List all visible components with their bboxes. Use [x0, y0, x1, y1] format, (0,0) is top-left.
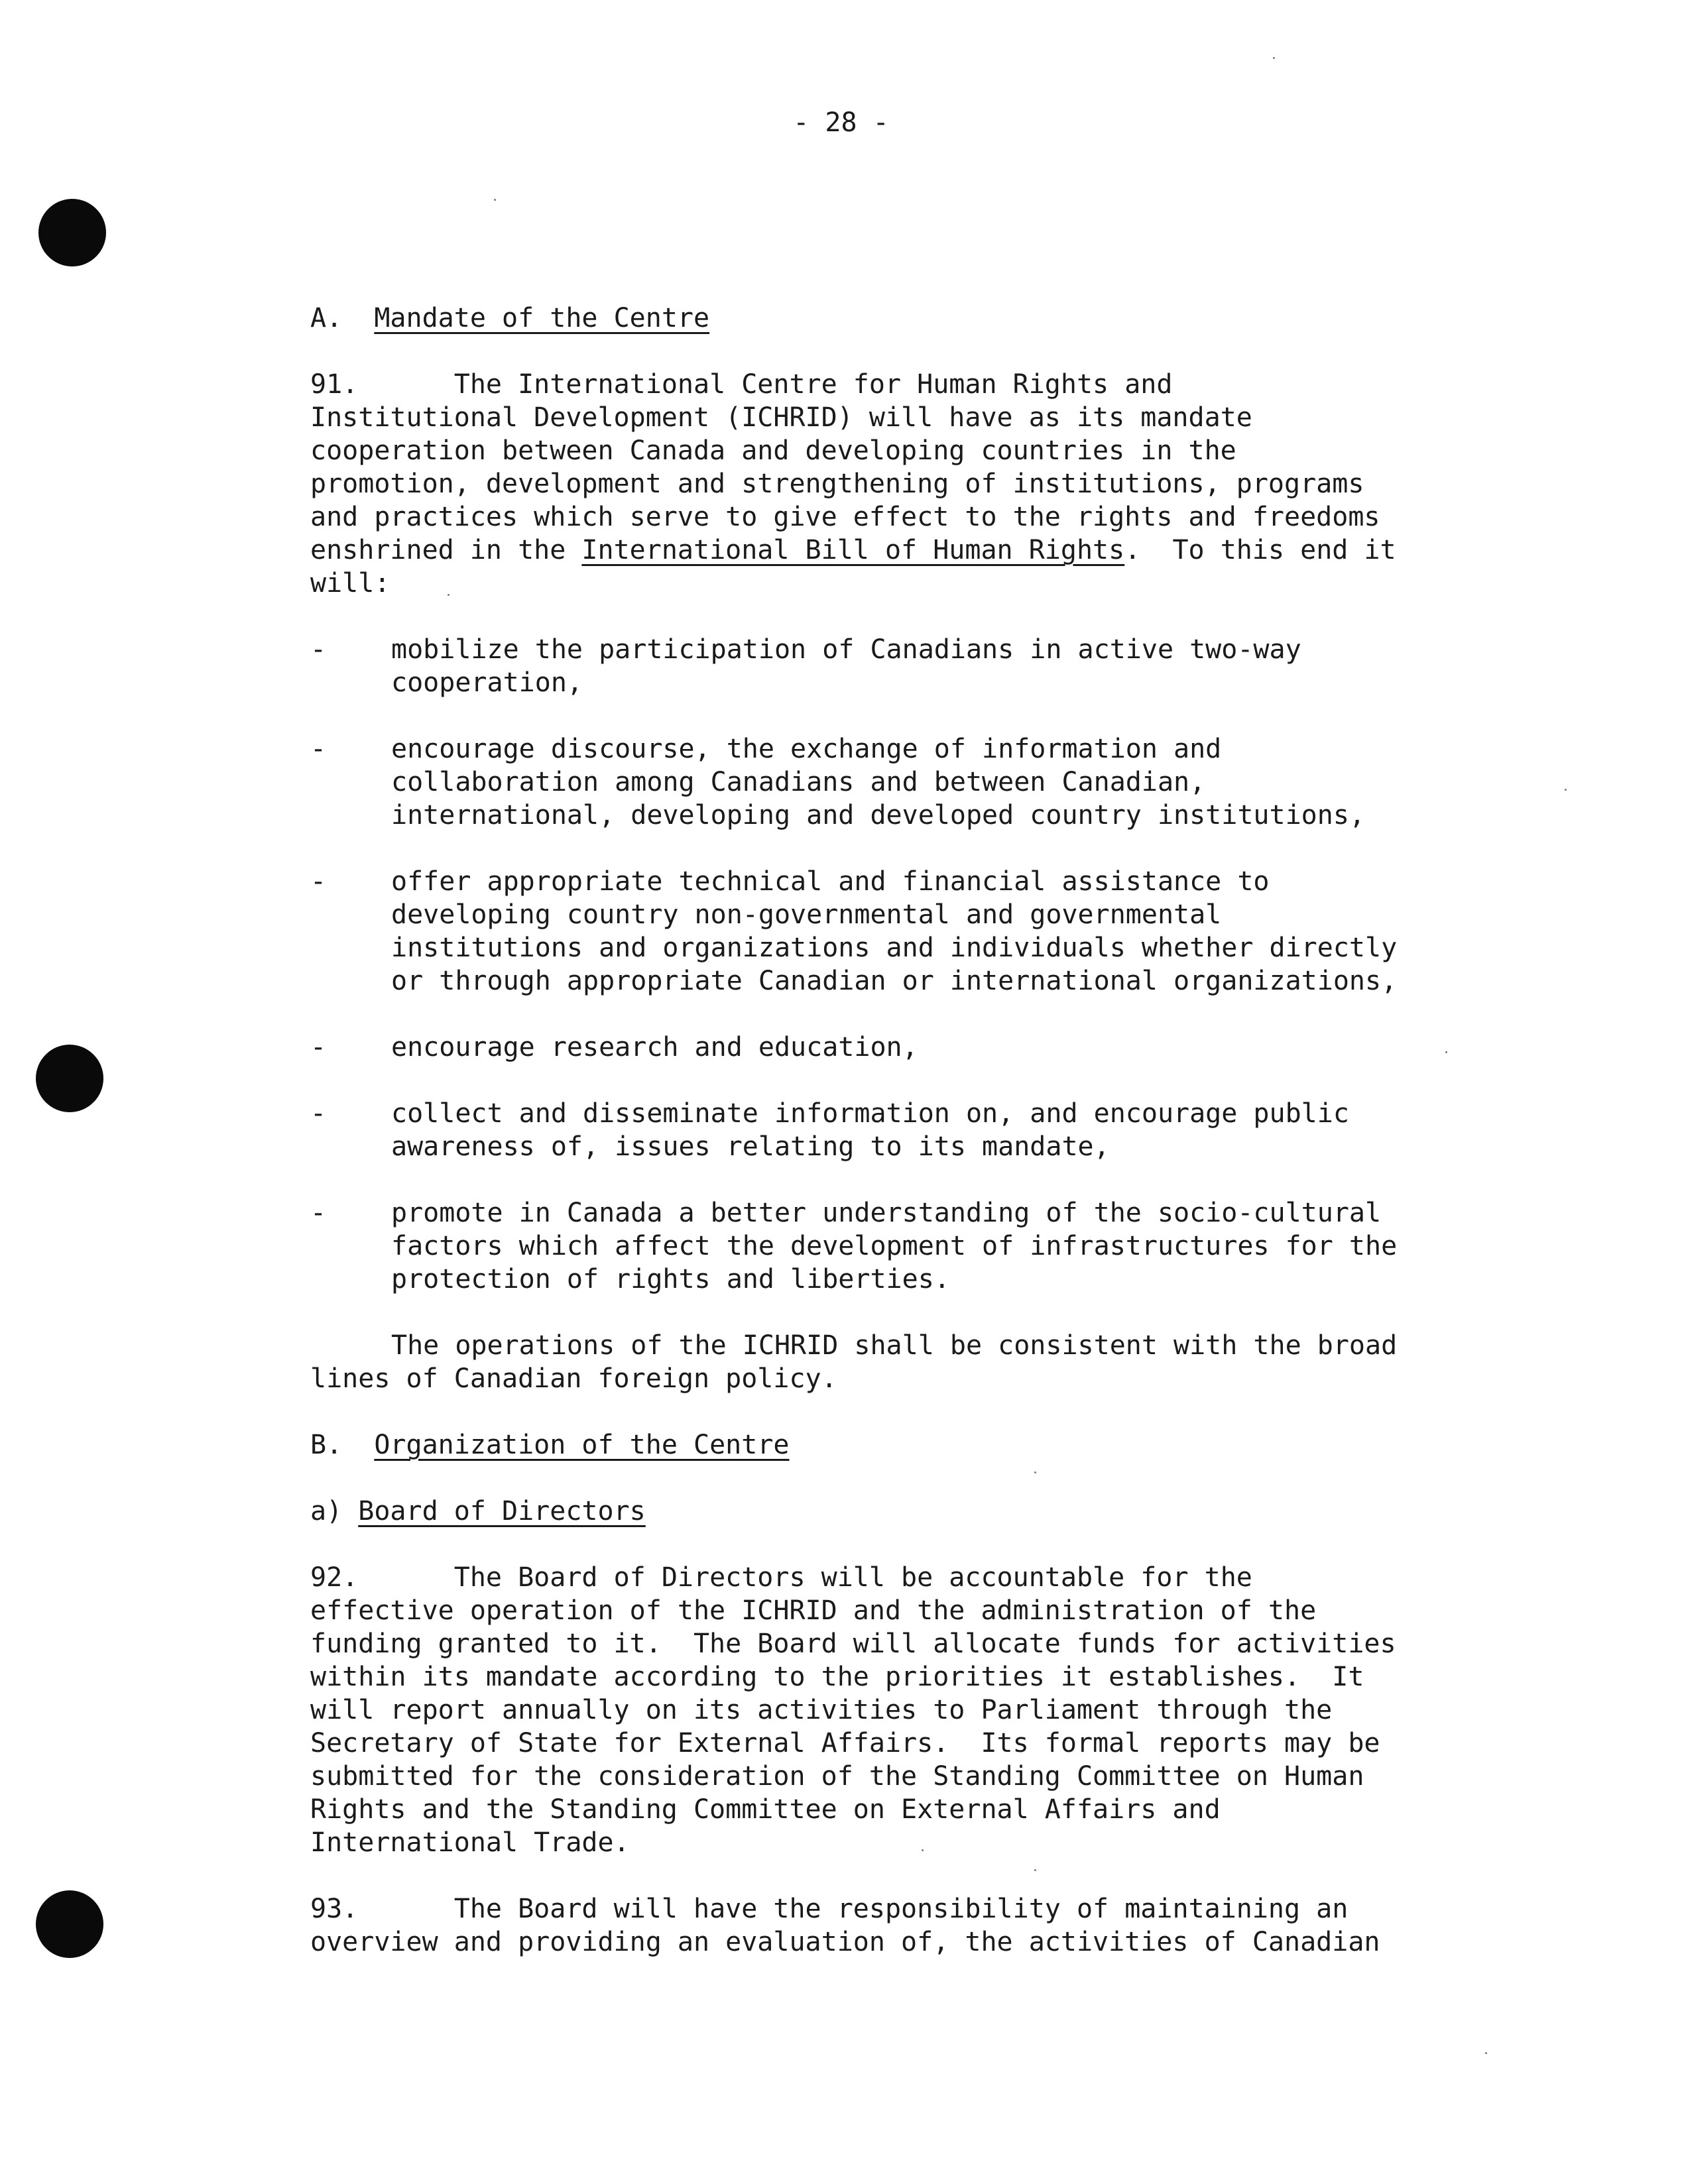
document-body — [310, 302, 1437, 1959]
scan-speck — [1485, 2052, 1487, 2054]
paragraph-91: 91. The International Centre for Human Rights and Institutional Development (ICHRID) will have as its mandate cooperation between Canada and developing countries in the promotion, development and strengthening of institutions, programs and practices which serve to give effect to the rights and freedoms enshrined in the International Bill of Human Rights. To this end it will: — [310, 369, 1396, 599]
paragraph-number: 92. — [310, 1562, 359, 1593]
punch-hole — [36, 1045, 103, 1112]
punch-hole — [38, 199, 106, 266]
section-b-heading — [310, 1428, 1437, 1462]
list-item: - mobilize the participation of Canadians in active two-way cooperation, — [310, 634, 1301, 698]
subsection-letter: a) — [310, 1496, 343, 1526]
list-item: - promote in Canada a better understanding of the socio-cultural factors which affect the development of infrastructures for the protection of rights and liberties. — [310, 1198, 1398, 1294]
paragraph-number: 91. — [310, 369, 359, 400]
paragraph-92: 92. The Board of Directors will be accountable for the effective operation of the ICHRID and the administration of the funding granted to it. The Board will allocate funds for activities within its mandate according to the priorities it establishes. It will report annually on its activities to Parliament through the Secretary of State for External Affairs. Its formal reports may be submitted for the consideration of the Standing Committee on Human Rights and the Standing Committee on External Affairs and International Trade. — [310, 1562, 1396, 1858]
list-item: - offer appropriate technical and financial assistance to developing country non-governmental and governmental institutions and organizations and individuals whether directly or through appropriate Canadian or international organizations, — [310, 866, 1398, 996]
bullet-dash: - — [310, 1198, 327, 1228]
bullet-dash: - — [310, 734, 327, 764]
bullet-dash: - — [310, 634, 327, 665]
operations-paragraph: The operations of the ICHRID shall be consistent with the broad lines of Canadian foreign policy. — [310, 1330, 1398, 1394]
punch-hole — [36, 1890, 103, 1958]
bullet-dash: - — [310, 866, 327, 897]
scan-speck — [1273, 57, 1275, 59]
list-item: - encourage research and education, — [310, 1032, 918, 1063]
section-title: Organization of the Centre — [374, 1430, 790, 1460]
document-title-reference: International Bill of Human Rights — [581, 535, 1125, 565]
subsection-title: Board of Directors — [358, 1496, 646, 1526]
section-letter: B. — [310, 1430, 343, 1460]
subsection-a-heading — [310, 1495, 1437, 1528]
section-title: Mandate of the Centre — [374, 303, 710, 333]
scan-speck — [1565, 789, 1567, 791]
section-a-heading — [310, 302, 1437, 335]
bullet-dash: - — [310, 1098, 327, 1129]
bullet-dash: - — [310, 1032, 327, 1063]
list-item: - encourage discourse, the exchange of information and collaboration among Canadians and between Canadian, international, developing and developed country institutions, — [310, 734, 1366, 831]
paragraph-number: 93. — [310, 1894, 359, 1924]
scan-speck — [1445, 1051, 1447, 1053]
paragraph-93: 93. The Board will have the responsibility of maintaining an overview and providing an evaluation of, the activities of Canadian — [310, 1894, 1380, 1957]
list-item: - collect and disseminate information on, and encourage public awareness of, issues relating to its mandate, — [310, 1098, 1349, 1162]
scan-speck — [494, 199, 496, 201]
section-letter: A. — [310, 303, 343, 333]
page-number: - 28 - — [793, 107, 889, 138]
